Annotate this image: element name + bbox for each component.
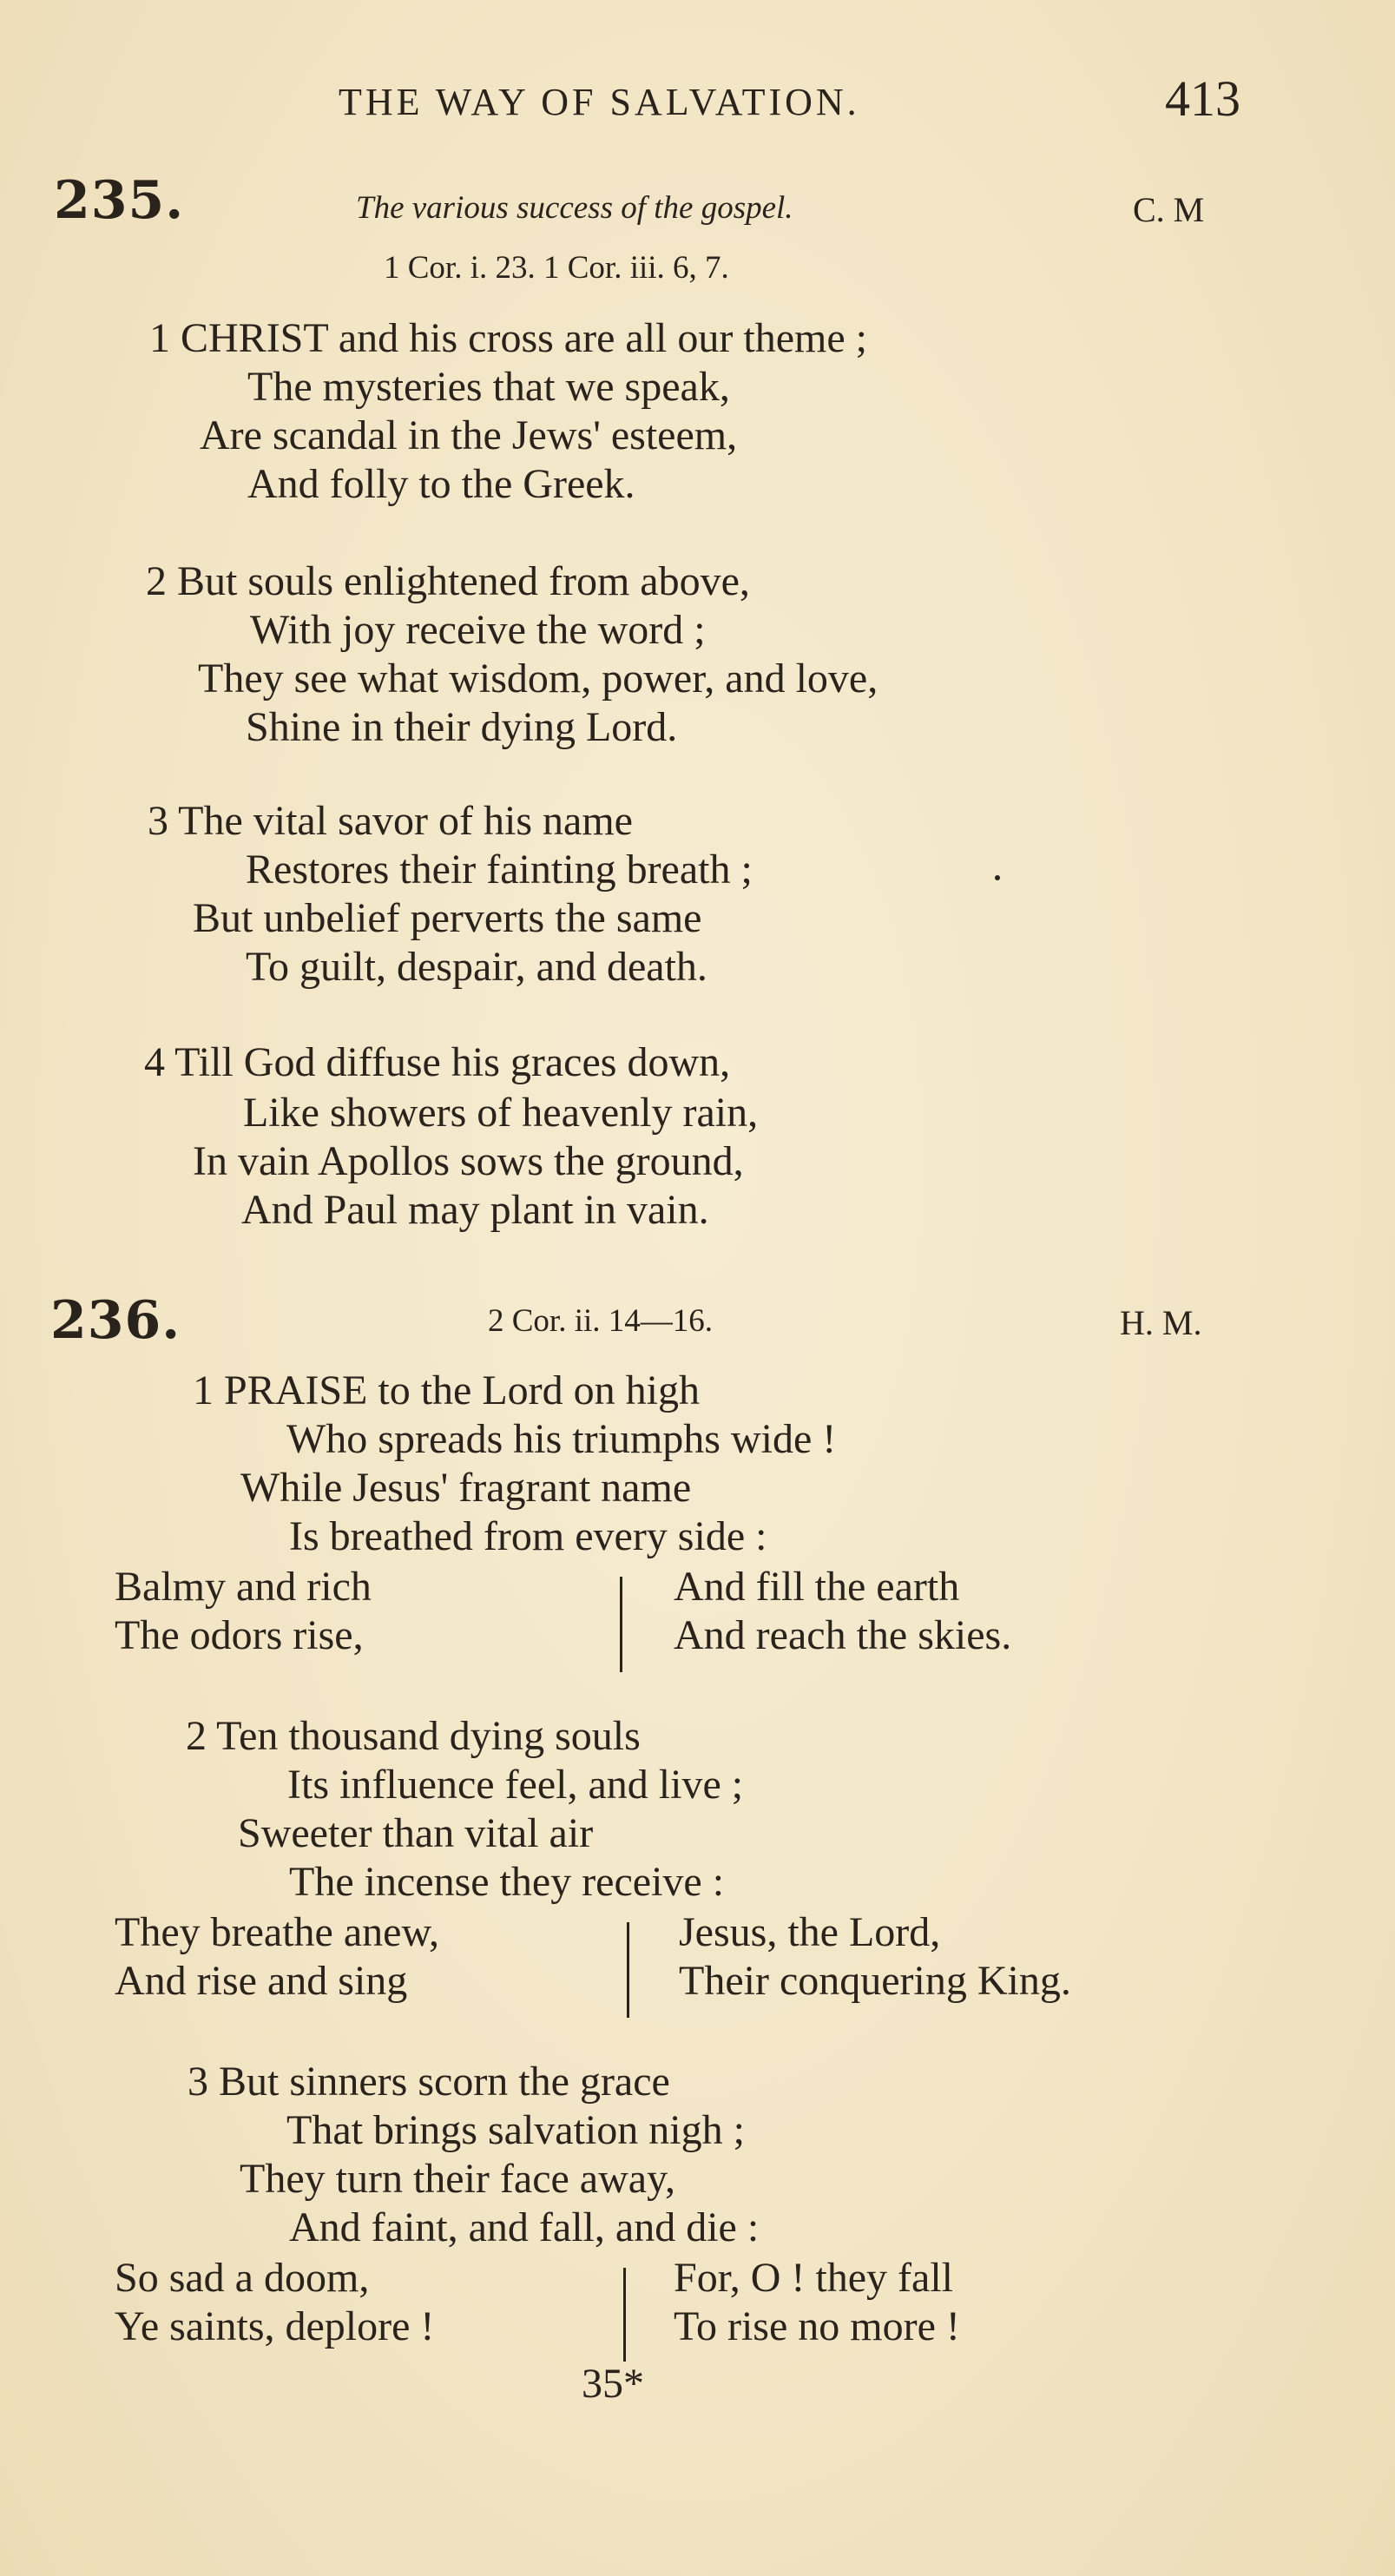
verse-line: And folly to the Greek.	[247, 461, 635, 507]
refrain-right-line: For, O ! they fall	[674, 2255, 954, 2301]
hymn-235-meter: C. M	[1133, 190, 1205, 229]
verse-line: 3 But sinners scorn the grace	[188, 2059, 670, 2105]
verse-line: And faint, and fall, and die :	[289, 2204, 760, 2250]
refrain-left-line: Ye saints, deplore !	[115, 2303, 435, 2349]
refrain-left-line: They breathe anew,	[115, 1909, 440, 1955]
refrain-right-line: Their conquering King.	[679, 1958, 1071, 2004]
verse-line: 4 Till God diffuse his graces down,	[144, 1039, 731, 1085]
verse-line: Is breathed from every side :	[289, 1513, 767, 1559]
verse-line: 2 Ten thousand dying souls	[186, 1713, 641, 1759]
verse-line: 1 PRAISE to the Lord on high	[193, 1367, 700, 1413]
verse-line: With joy receive the word ;	[250, 607, 706, 653]
hymn-236-references: 2 Cor. ii. 14—16.	[488, 1303, 714, 1339]
verse-line: That brings salvation nigh ;	[286, 2107, 745, 2153]
verse-line: And Paul may plant in vain.	[241, 1187, 709, 1233]
verse-line: Like showers of heavenly rain,	[243, 1090, 759, 1136]
verse-line: Its influence feel, and live ;	[287, 1762, 744, 1808]
refrain-divider	[627, 1922, 629, 2018]
refrain-right-line: And fill the earth	[674, 1564, 960, 1610]
hymn-235-references: 1 Cor. i. 23. 1 Cor. iii. 6, 7.	[384, 250, 729, 286]
verse-line: 1 CHRIST and his cross are all our theme ;	[149, 315, 867, 361]
refrain-divider	[623, 2268, 626, 2362]
verse-line: But unbelief perverts the same	[193, 895, 702, 941]
verse-line: They turn their face away,	[240, 2156, 675, 2202]
refrain-divider	[620, 1577, 622, 1672]
ink-speck	[995, 875, 1000, 880]
page-number: 413	[1165, 70, 1240, 127]
verse-line: The incense they receive :	[289, 1859, 725, 1905]
hymn-235-title: The various success of the gospel.	[356, 190, 793, 226]
verse-line: Who spreads his triumphs wide !	[286, 1416, 837, 1462]
hymn-236-number: 236.	[50, 1290, 181, 1351]
verse-line: To guilt, despair, and death.	[246, 944, 707, 990]
verse-line: Are scandal in the Jews' esteem,	[200, 412, 738, 458]
refrain-left-line: The odors rise,	[115, 1612, 364, 1658]
verse-line: The mysteries that we speak,	[247, 364, 730, 410]
hymn-235-number: 235.	[54, 170, 185, 231]
refrain-right-line: To rise no more !	[674, 2303, 960, 2349]
signature-mark: 35*	[582, 2361, 644, 2407]
hymn-236-meter: H. M.	[1120, 1303, 1202, 1342]
refrain-left-line: Balmy and rich	[115, 1564, 372, 1610]
refrain-right-line: Jesus, the Lord,	[679, 1909, 941, 1955]
verse-line: Restores their fainting breath ;	[246, 847, 753, 893]
refrain-left-line: And rise and sing	[115, 1958, 408, 2004]
refrain-right-line: And reach the skies.	[674, 1612, 1012, 1658]
verse-line: They see what wisdom, power, and love,	[198, 656, 878, 702]
verse-line: Sweeter than vital air	[238, 1810, 594, 1856]
verse-line: Shine in their dying Lord.	[246, 704, 678, 750]
verse-line: 3 The vital savor of his name	[148, 798, 633, 844]
verse-line: 2 But souls enlightened from above,	[146, 558, 750, 604]
refrain-left-line: So sad a doom,	[115, 2255, 370, 2301]
verse-line: In vain Apollos sows the ground,	[193, 1138, 744, 1184]
verse-line: While Jesus' fragrant name	[240, 1465, 692, 1511]
running-head: THE WAY OF SALVATION.	[339, 81, 860, 123]
